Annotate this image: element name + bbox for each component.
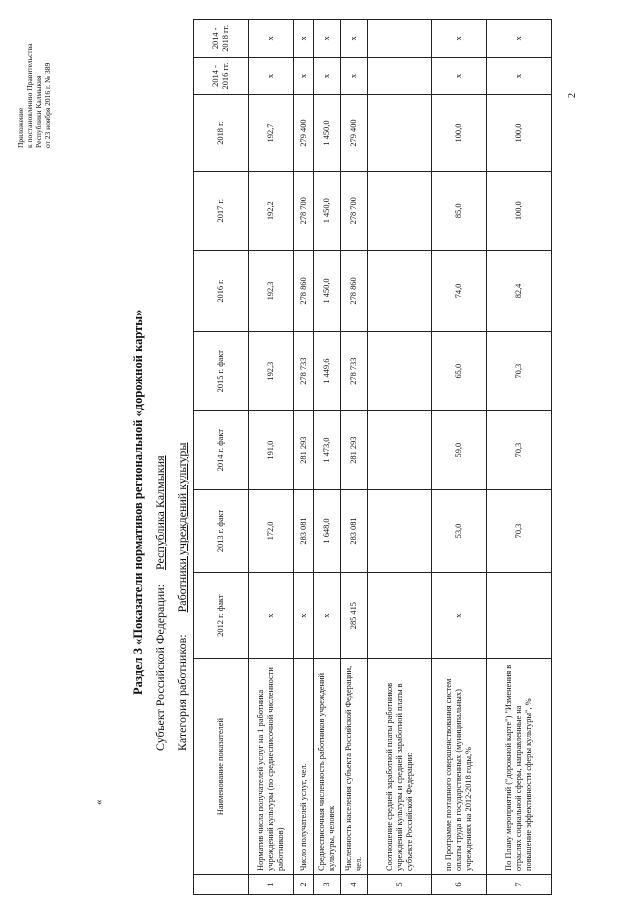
row-number: 5 — [368, 874, 432, 894]
indicator-name: Норматив числа получателей услуг на 1 работника учреждений культуры (по среднесписочной численности работников) — [249, 659, 294, 875]
value-cell: х — [249, 57, 294, 95]
indicator-name: по Программе поэтапного совершенствования систем оплаты труда в государственных (муниципальных) учреждениях на 2012-2018 годы,% — [432, 659, 487, 875]
value-cell — [368, 95, 432, 171]
header-cell-2012: 2012 г. факт — [194, 572, 249, 658]
value-cell: 192,7 — [249, 95, 294, 171]
value-cell: 100,0 — [432, 95, 487, 171]
value-cell: 1 473,0 — [314, 411, 341, 490]
value-cell: 278 733 — [294, 332, 314, 411]
table-row — [341, 20, 368, 895]
value-cell: х — [487, 20, 552, 58]
header-cell-number — [194, 874, 249, 894]
value-cell: 278 860 — [294, 250, 314, 331]
value-cell: х — [432, 572, 487, 658]
value-cell: 70,3 — [487, 411, 552, 490]
indicator-name: Число получателей услуг, чел. — [294, 659, 314, 875]
value-cell: 82,4 — [487, 250, 552, 331]
value-cell: 1 450,0 — [314, 250, 341, 331]
value-cell: 285 415 — [341, 572, 368, 658]
value-cell — [368, 411, 432, 490]
row-number: 2 — [294, 874, 314, 894]
value-cell: 1 648,0 — [314, 490, 341, 573]
value-cell — [368, 572, 432, 658]
value-cell: 172,0 — [249, 490, 294, 573]
table-header-row — [194, 20, 249, 895]
value-cell: х — [314, 20, 341, 58]
subject-line — [153, 455, 168, 751]
value-cell: х — [294, 57, 314, 95]
value-cell: 1 450,0 — [314, 171, 341, 250]
header-cell-2013: 2013 г. факт — [194, 490, 249, 573]
value-cell: х — [249, 20, 294, 58]
value-cell: 283 081 — [294, 490, 314, 573]
indicator-name: По Плану мероприятий ("дорожной карте") "Изменения в отраслях социальной сферы, направленные на повышение эффективности сферы культуры", % — [487, 659, 552, 875]
value-cell — [368, 57, 432, 95]
appendix-line: Приложение — [16, 107, 25, 148]
value-cell — [368, 332, 432, 411]
value-cell: х — [314, 57, 341, 95]
indicators-table — [193, 19, 552, 895]
value-cell: 191,0 — [249, 411, 294, 490]
value-cell: х — [432, 57, 487, 95]
table-row — [368, 20, 432, 895]
header-cell-2015: 2015 г. факт — [194, 332, 249, 411]
indicator-name: Численность населения субъекта Российской Федерации, чел. — [341, 659, 368, 875]
subject-value: Республика Калмыкия — [153, 455, 167, 571]
value-cell: х — [314, 572, 341, 658]
value-cell: 1 450,0 — [314, 95, 341, 171]
category-value: Работники учреждений культуры — [175, 442, 189, 613]
appendix-block — [16, 8, 52, 148]
header-cell-2018: 2018 г. — [194, 95, 249, 171]
value-cell: 100,0 — [487, 95, 552, 171]
value-cell: х — [294, 572, 314, 658]
header-cell-2014: 2014 г. факт — [194, 411, 249, 490]
row-number: 1 — [249, 874, 294, 894]
value-cell: 279 400 — [294, 95, 314, 171]
category-line — [175, 443, 190, 752]
header-cell-2017: 2017 г. — [194, 171, 249, 250]
value-cell: х — [487, 57, 552, 95]
value-cell: 279 400 — [341, 95, 368, 171]
appendix-line: к постановлению Правительства — [25, 43, 34, 148]
value-cell: 283 081 — [341, 490, 368, 573]
value-cell: 192,3 — [249, 332, 294, 411]
value-cell: 281 293 — [341, 411, 368, 490]
value-cell: 100,0 — [487, 171, 552, 250]
subject-label: Субъект Российской Федерации: — [153, 584, 167, 751]
table-row — [294, 20, 314, 895]
value-cell: 59,0 — [432, 411, 487, 490]
value-cell: 281 293 — [294, 411, 314, 490]
value-cell: 70,3 — [487, 490, 552, 573]
value-cell — [368, 250, 432, 331]
value-cell: х — [294, 20, 314, 58]
value-cell: 85,0 — [432, 171, 487, 250]
row-number: 6 — [432, 874, 487, 894]
value-cell: 192,2 — [249, 171, 294, 250]
indicator-name: Соотношение средней заработной платы работников учреждений культуры и средней заработной платы в субъекте Российской Федерации: — [368, 659, 432, 875]
indicator-name: Среднесписочная численность работников учреждений культуры, человек — [314, 659, 341, 875]
value-cell: 278 700 — [294, 171, 314, 250]
section-title: Раздел 3 «Показатели нормативов региональной «дорожной карты» — [131, 309, 145, 695]
value-cell — [368, 171, 432, 250]
appendix-line: Республики Калмыкия — [34, 75, 43, 148]
appendix-line: от 23 ноября 2016 г. № 389 — [43, 62, 52, 148]
value-cell: 70,3 — [487, 332, 552, 411]
table-row — [487, 20, 552, 895]
page-number: 2 — [567, 93, 578, 98]
value-cell: х — [341, 57, 368, 95]
row-number: 4 — [341, 874, 368, 894]
value-cell — [368, 490, 432, 573]
row-number: 7 — [487, 874, 552, 894]
value-cell: 1 449,6 — [314, 332, 341, 411]
header-cell-name: Наименование показателей — [194, 659, 249, 875]
value-cell: х — [432, 20, 487, 58]
value-cell: 278 700 — [341, 171, 368, 250]
value-cell — [368, 20, 432, 58]
category-label: Категория работников: — [175, 634, 189, 751]
value-cell: х — [341, 20, 368, 58]
value-cell: 74,0 — [432, 250, 487, 331]
row-number: 3 — [314, 874, 341, 894]
value-cell: 192,3 — [249, 250, 294, 331]
value-cell: 53,0 — [432, 490, 487, 573]
header-cell-2016: 2016 г. — [194, 250, 249, 331]
table-row — [314, 20, 341, 895]
opening-quote: « — [93, 799, 105, 805]
value-cell: 278 860 — [341, 250, 368, 331]
header-cell-2014-2018: 2014 - 2018 гг. — [194, 20, 249, 58]
value-cell: 278 733 — [341, 332, 368, 411]
value-cell: х — [249, 572, 294, 658]
table-row — [432, 20, 487, 895]
value-cell: 65,0 — [432, 332, 487, 411]
header-cell-2014-2016: 2014 - 2016 гг. — [194, 57, 249, 95]
value-cell — [487, 572, 552, 658]
table-row — [249, 20, 294, 895]
